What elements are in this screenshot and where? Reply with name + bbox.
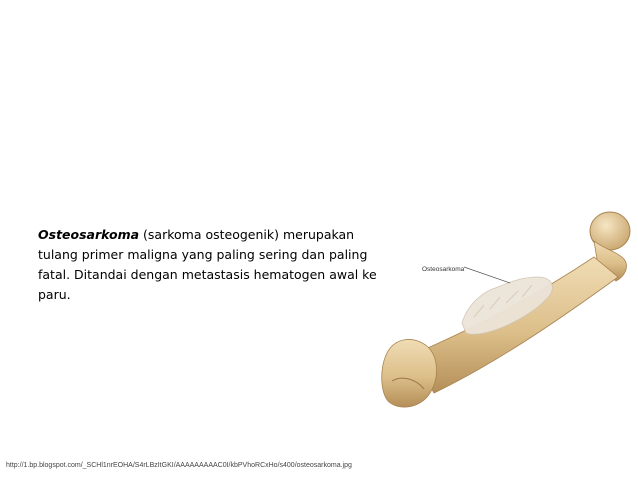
description-text xyxy=(38,225,393,305)
label-leader-line xyxy=(464,267,510,283)
femur-illustration xyxy=(372,205,638,420)
femur-shaft xyxy=(412,257,618,393)
femur-condyles xyxy=(382,339,437,407)
description-line-3: fatal. Ditandai dengan metastasis hematogen awal ke xyxy=(38,267,377,282)
description-line-1 xyxy=(38,225,393,245)
description-line-1-rest: (sarkoma osteogenik) merupakan xyxy=(139,227,355,242)
figure-label: Osteosarkoma xyxy=(422,266,465,273)
term-osteosarkoma: Osteosarkoma xyxy=(38,227,140,242)
description-line-2: tulang primer maligna yang paling sering dan paling xyxy=(38,247,368,262)
description-line-4: paru. xyxy=(38,287,71,302)
femur-bone-icon xyxy=(372,205,638,420)
source-url: http://1.bp.blogspot.com/_SCHl1nrEOHA/S4rLBzItGKI/AAAAAAAAAC0I/kbPVhoRCxHo/s400/osteosarkoma.jpg xyxy=(6,462,352,469)
